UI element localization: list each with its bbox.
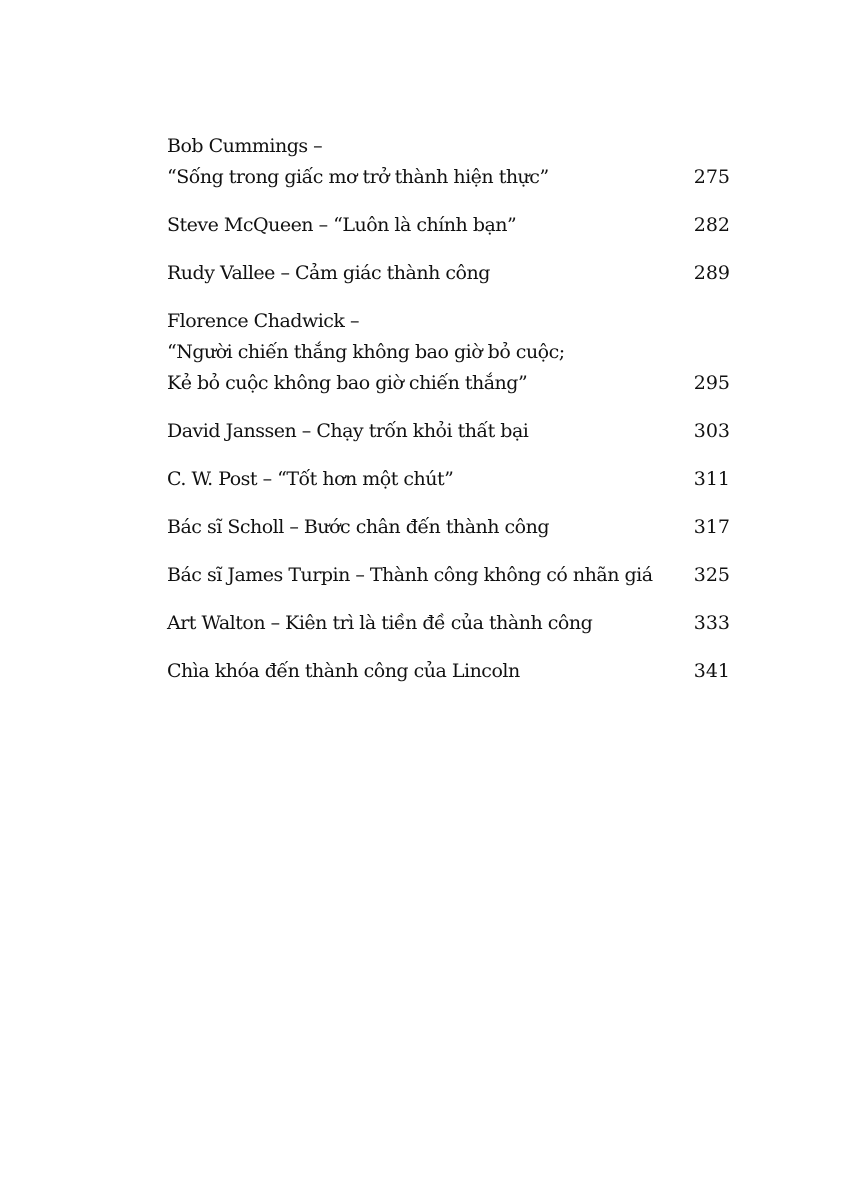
toc-entry (167, 306, 730, 399)
toc-entry-title-line: Bác sĩ Scholl – Bước chân đến thành công (167, 516, 550, 538)
toc-entry (167, 258, 730, 289)
toc-entry-page-number: 317 (693, 516, 730, 538)
toc-entry-page-number: 282 (693, 214, 730, 236)
toc-entry-page-number: 333 (693, 612, 730, 634)
toc-entry (167, 464, 730, 495)
toc-entry-title (167, 210, 516, 241)
toc-entry (167, 608, 730, 639)
toc-entry-title (167, 512, 549, 543)
toc-entry-page-number: 295 (693, 372, 730, 394)
toc-entry-title-line: David Janssen – Chạy trốn khỏi thất bại (167, 420, 529, 442)
toc-entry-page-number: 275 (693, 166, 730, 188)
toc-entry-title-line: Kẻ bỏ cuộc không bao giờ chiến thắng” (167, 372, 528, 394)
toc-entry-title-line: Bob Cummings – (167, 135, 323, 157)
toc-entry-title (167, 416, 528, 447)
toc-entry-title (167, 306, 565, 399)
toc-entry-title-line: Steve McQueen – “Luôn là chính bạn” (167, 214, 517, 236)
toc-entry-title-line: Chìa khóa đến thành công của Lincoln (167, 660, 520, 682)
toc-entry (167, 131, 730, 193)
toc-entry-page-number: 341 (693, 660, 730, 682)
toc-entry (167, 210, 730, 241)
toc-entry-title-line: “Người chiến thắng không bao giờ bỏ cuộc; (167, 341, 565, 363)
toc-entry-title-line: Florence Chadwick – (167, 310, 359, 332)
toc-entry-title (167, 656, 520, 687)
table-of-contents (167, 131, 730, 704)
toc-entry-title (167, 608, 592, 639)
toc-entry-title (167, 560, 653, 591)
toc-entry-title (167, 258, 490, 289)
toc-entry-title-line: Art Walton – Kiên trì là tiền đề của thành công (167, 612, 593, 634)
toc-entry-title-line: “Sống trong giấc mơ trở thành hiện thực” (167, 166, 549, 188)
toc-entry-page-number: 289 (693, 262, 730, 284)
toc-entry-page-number: 303 (693, 420, 730, 442)
toc-entry-title-line: Rudy Vallee – Cảm giác thành công (167, 262, 490, 284)
toc-entry-title-line: C. W. Post – “Tốt hơn một chút” (167, 468, 454, 490)
toc-entry (167, 416, 730, 447)
toc-entry (167, 512, 730, 543)
toc-entry (167, 656, 730, 687)
toc-entry-page-number: 325 (693, 564, 730, 586)
toc-entry-page-number: 311 (693, 468, 730, 490)
toc-entry-title (167, 464, 453, 495)
toc-entry-title-line: Bác sĩ James Turpin – Thành công không có nhãn giá (167, 564, 653, 586)
toc-entry (167, 560, 730, 591)
toc-entry-title (167, 131, 549, 193)
